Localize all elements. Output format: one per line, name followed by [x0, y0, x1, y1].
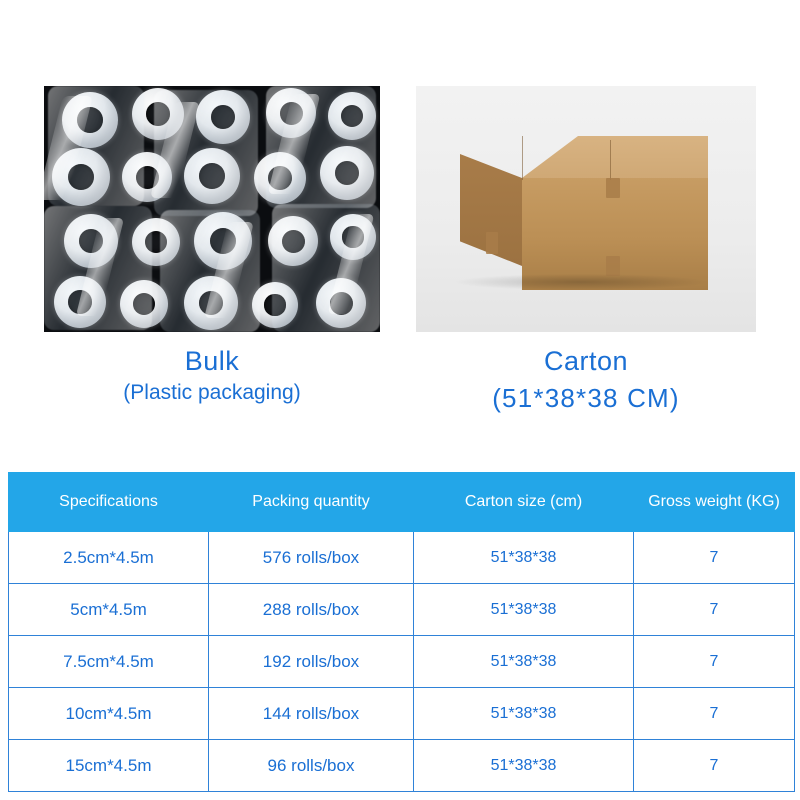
table-row: [9, 636, 795, 688]
table-row: [9, 740, 795, 792]
cell-specification: 2.5cm*4.5m: [9, 532, 209, 584]
table-row: [9, 688, 795, 740]
cell-packing-quantity: 192 rolls/box: [209, 636, 414, 688]
table-row: [9, 532, 795, 584]
cell-gross-weight: 7: [634, 584, 795, 636]
panel-bulk: [44, 86, 380, 405]
packing-spec-table: [8, 472, 795, 792]
cell-specification: 5cm*4.5m: [9, 584, 209, 636]
table-header-row: [9, 473, 795, 532]
bulk-plastic-packaging-photo: [44, 86, 380, 332]
cell-specification: 15cm*4.5m: [9, 740, 209, 792]
cell-carton-size: 51*38*38: [414, 688, 634, 740]
cell-gross-weight: 7: [634, 636, 795, 688]
header-specifications: Specifications: [9, 473, 209, 532]
cell-gross-weight: 7: [634, 740, 795, 792]
bulk-caption: Bulk: [184, 346, 240, 376]
cell-packing-quantity: 96 rolls/box: [209, 740, 414, 792]
cell-gross-weight: 7: [634, 688, 795, 740]
cell-packing-quantity: 576 rolls/box: [209, 532, 414, 584]
cell-specification: 7.5cm*4.5m: [9, 636, 209, 688]
cell-gross-weight: 7: [634, 532, 795, 584]
carton-caption: Carton: [543, 346, 629, 376]
table-row: [9, 584, 795, 636]
cell-packing-quantity: 144 rolls/box: [209, 688, 414, 740]
cell-carton-size: 51*38*38: [414, 636, 634, 688]
panel-carton: [416, 86, 756, 414]
cell-carton-size: 51*38*38: [414, 532, 634, 584]
cell-carton-size: 51*38*38: [414, 740, 634, 792]
carton-box-photo: [416, 86, 756, 332]
cell-carton-size: 51*38*38: [414, 584, 634, 636]
packing-spec-table-wrapper: [8, 472, 794, 792]
bulk-caption-sub: (Plastic packaging): [123, 381, 301, 404]
header-gross-weight: Gross weight (KG): [634, 473, 795, 532]
carton-dimensions: (51*38*38 CM): [492, 383, 680, 413]
cell-specification: 10cm*4.5m: [9, 688, 209, 740]
header-carton-size: Carton size (cm): [414, 473, 634, 532]
carton-box-illustration: [460, 136, 708, 286]
header-packing-quantity: Packing quantity: [209, 473, 414, 532]
cell-packing-quantity: 288 rolls/box: [209, 584, 414, 636]
